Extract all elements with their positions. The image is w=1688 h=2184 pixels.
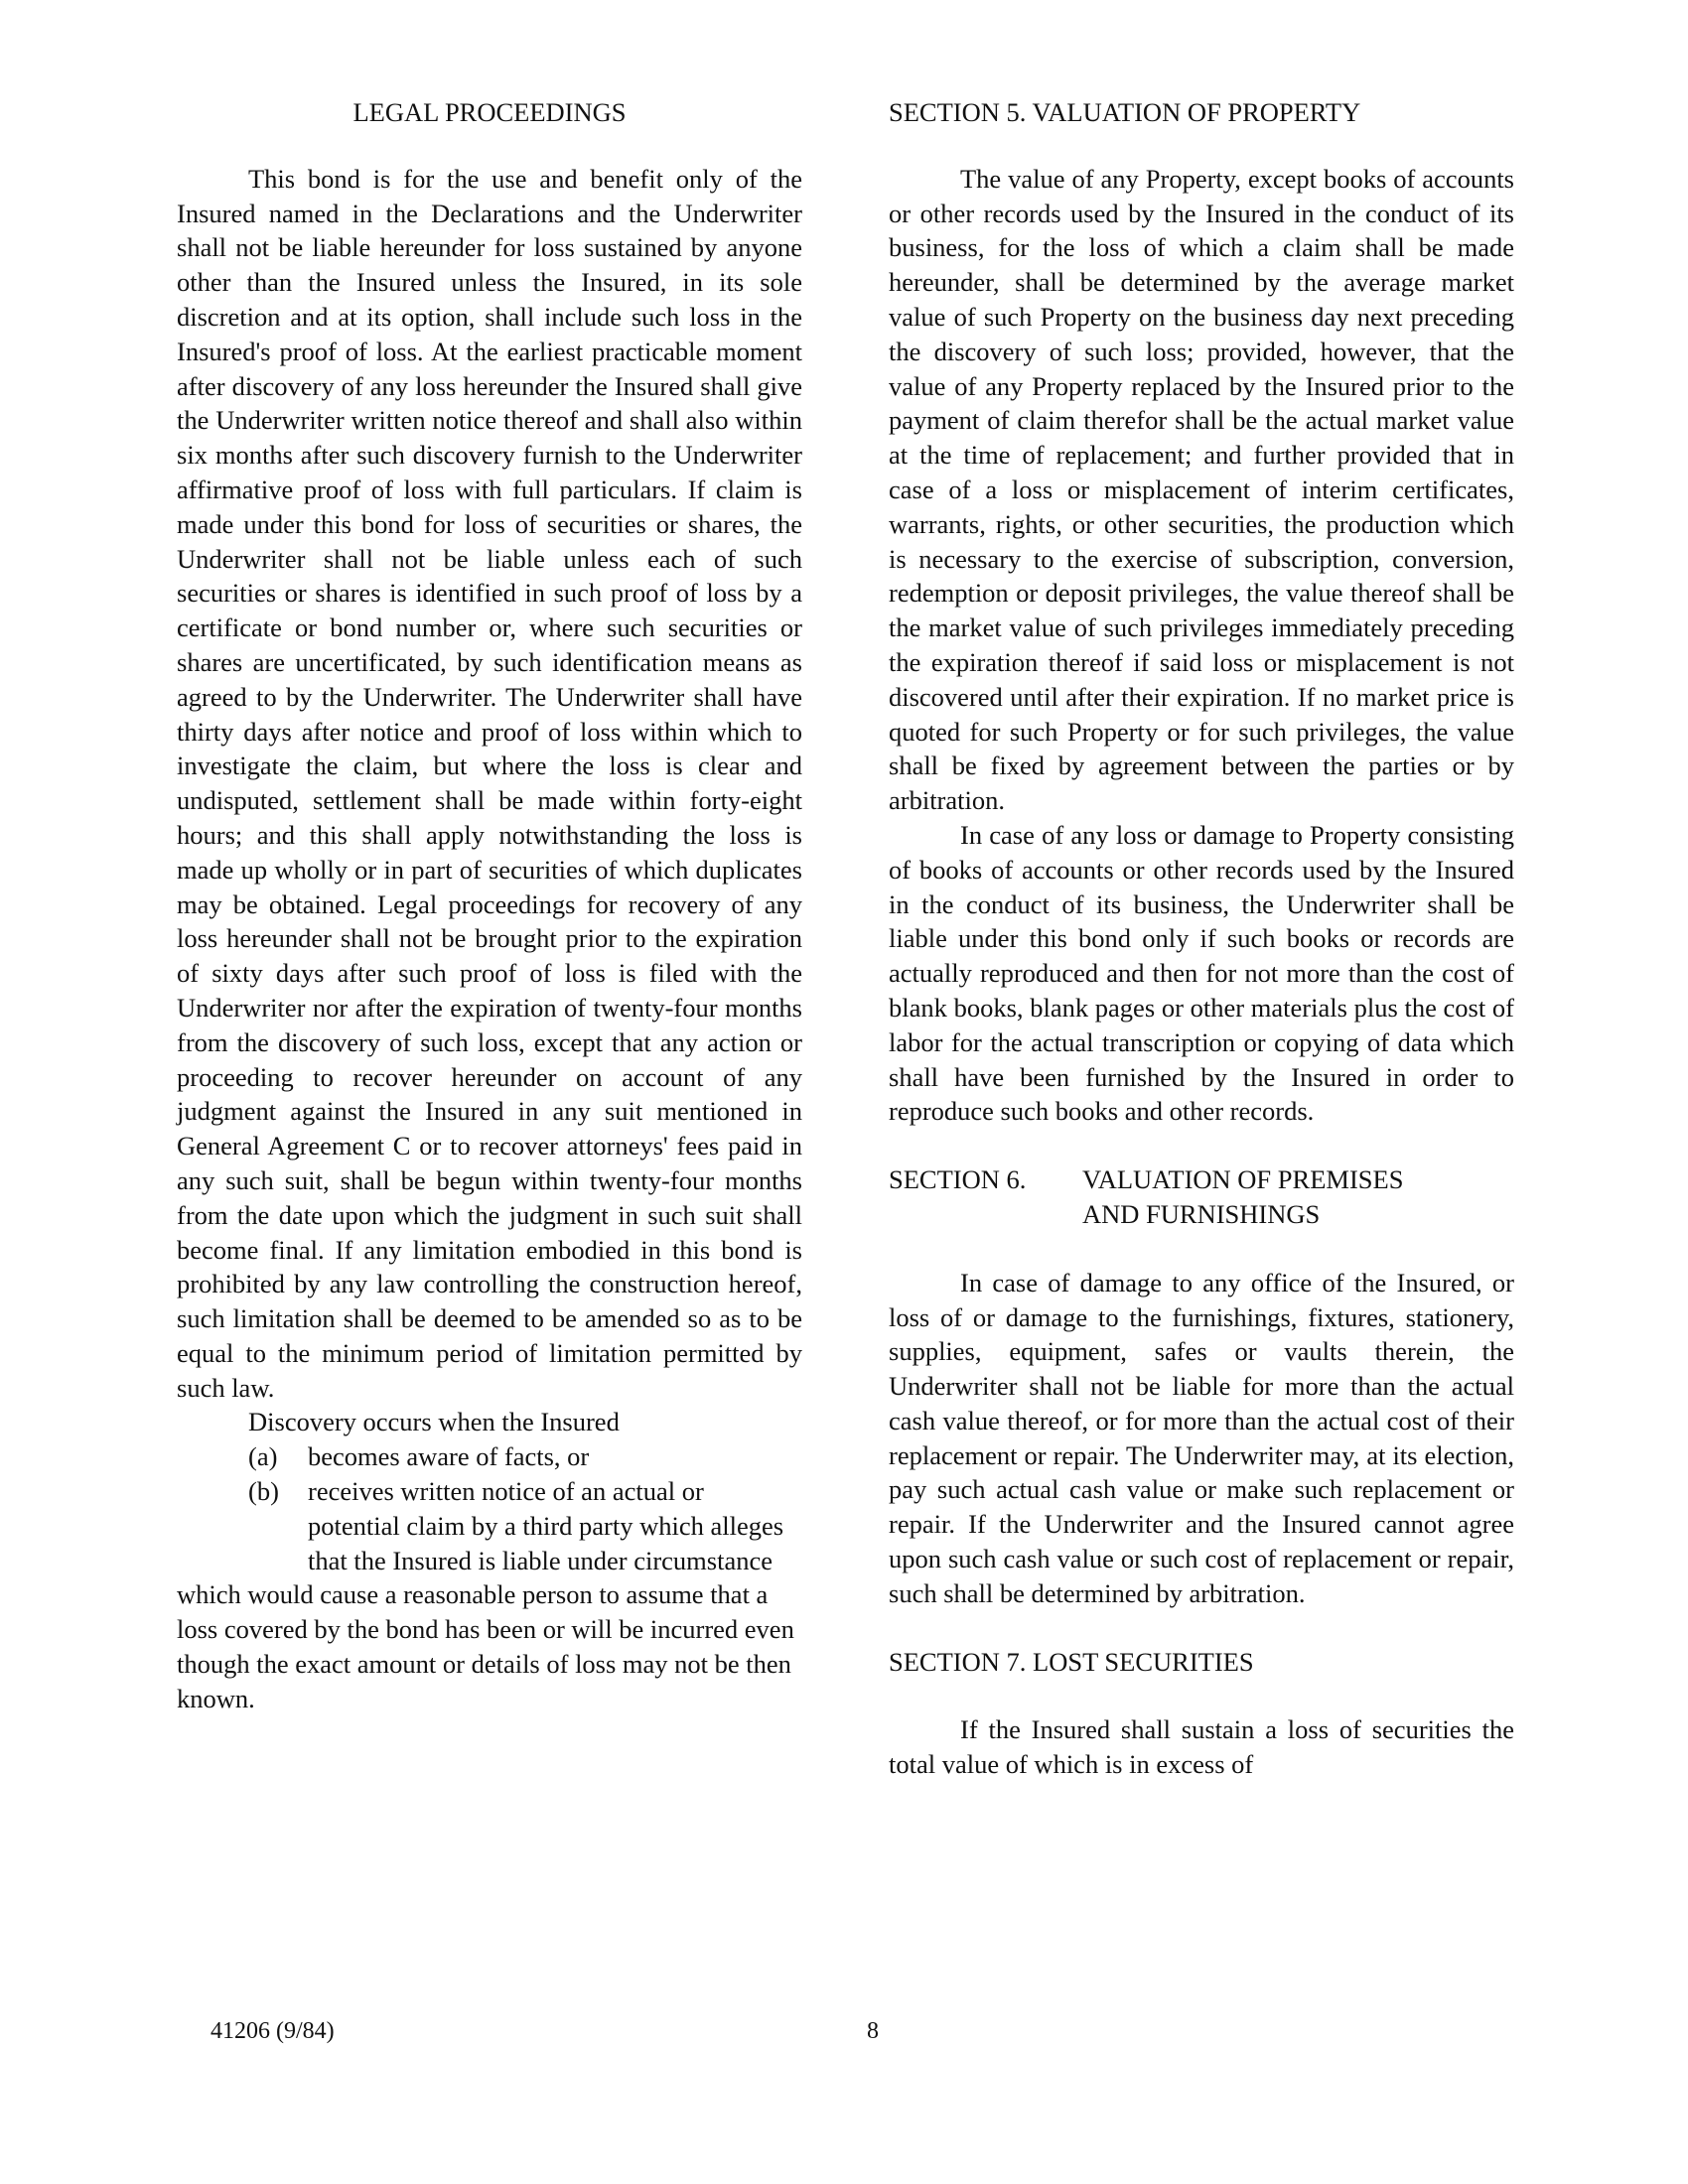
section6-title [1082,1162,1514,1232]
page-number: 8 [867,2018,879,2044]
discovery-closing-line: which would cause a reasonable person to assume that a loss covered by the bond has been or will be incurred even though the exact amount or details of loss may not be then [177,1579,794,1680]
discovery-closing-word: known. [177,1683,255,1713]
section7-heading: SECTION 7. LOST SECURITIES [889,1646,1254,1677]
form-number: 41206 (9/84) [211,2018,335,2044]
section7-paragraph: If the Insured shall sustain a loss of securities the total value of which is in excess of [889,1714,1514,1780]
section6-paragraph: In case of damage to any office of the Insured, or loss of or damage to the furnishings, fixtures, stationery, supplies, equipment, safes or vaults therein, the Underwriter shall not be liable for more than the actual cash value thereof, or for more than the actual cost of their replacement or repair. The Underwriter may, at its election, pay such actual cash value or make such replacement or repair. If the Underwriter and the Insured cannot agree upon such cash value or such cost of replacement or repair, such shall be determined by arbitration. [889,1267,1514,1608]
section6-number: SECTION 6. [889,1164,1027,1195]
discovery-intro: Discovery occurs when the Insured [248,1407,620,1437]
legal-proceedings-heading: LEGAL PROCEEDINGS [352,97,627,127]
section5-paragraph-1: The value of any Property, except books of accounts or other records used by the Insured in the conduct of its business, for the loss of which a claim shall be made hereunder, shall be determined by the average market value of such Property on the business day next preceding the discovery of such loss; provided, however, that the value of any Property replaced by the Insured prior to the payment of claim therefor shall be the actual market value at the time of replacement; and further provided that in case of a loss or misplacement of interim certificates, warrants, rights, or other securities, the production which is necessary to the exercise of subscription, conversion, redemption or deposit privileges, the value thereof shall be the market value of such privileges immediately preceding the expiration thereof if said loss or misplacement is not discovered until after their expiration. If no market price is quoted for such Property or for such privileges, the value shall be fixed by agreement between the parties or by arbitration. [889,163,1514,816]
section6-title-line1: VALUATION OF PREMISES [1082,1164,1404,1195]
list-text-b: receives written notice of an actual or potential claim by a third party which alleges that the Insured is liable under circumstance [308,1476,784,1575]
section5-paragraph-2: In case of any loss or damage to Property consisting of books of accounts or other records used by the Insured in the conduct of its business, the Underwriter shall be liable under this bond only if such books or records are actually reproduced and then for not more than the cost of blank books, blank pages or other materials plus the cost of labor for the actual transcription or copying of data which shall have been furnished by the Insured in order to reproduce such books and other records. [889,819,1514,1127]
list-label-a: (a) [248,1441,278,1472]
list-text-a: becomes aware of facts, or [308,1441,590,1472]
list-label-b: (b) [248,1476,279,1507]
section5-heading: SECTION 5. VALUATION OF PROPERTY [889,97,1361,127]
list-item-b [177,1474,802,1577]
list-item-a [177,1439,802,1474]
legal-proceedings-paragraph: This bond is for the use and benefit only of the Insured named in the Declarations and the Underwriter shall not be liable hereunder for loss sustained by anyone other than the Insured unless the Insured, in its sole discretion and at its option, shall include such loss in the Insured's proof of loss. At the earliest practicable moment after discovery of any loss hereunder the Insured shall give the Underwriter written notice thereof and shall also within six months after such discovery furnish to the Underwriter affirmative proof of loss with full particulars. If claim is made under this bond for loss of securities or shares, the Underwriter shall not be liable unless each of such securities or shares is identified in such proof of loss by a certificate or bond number or, where such securities or shares are uncertificated, by such identification means as agreed to by the Underwriter. The Underwriter shall have thirty days after notice and proof of loss within which to investigate the claim, but where the loss is clear and undisputed, settlement shall be made within forty-eight hours; and this shall apply notwithstanding the loss is made up wholly or in part of securities of which duplicates may be obtained. Legal proceedings for recovery of any loss hereunder shall not be brought prior to the expiration of sixty days after such proof of loss is filed with the Underwriter nor after the expiration of twenty-four months from the discovery of such loss, except that any action or proceeding to recover hereunder on account of any judgment against the Insured in any suit mentioned in General Agreement C or to recover attorneys' fees paid in any such suit, shall be begun within twenty-four months from the date upon which the judgment in such suit shall become final. If any limitation embodied in this bond is prohibited by any law controlling the construction hereof, such limitation shall be deemed to be amended so as to be equal to the minimum period of limitation permitted by such law. [177,163,802,1403]
section6-title-line2: AND FURNISHINGS [1082,1198,1321,1229]
right-column [889,95,1514,1782]
left-column [177,95,802,1716]
section6-heading [889,1162,1514,1232]
